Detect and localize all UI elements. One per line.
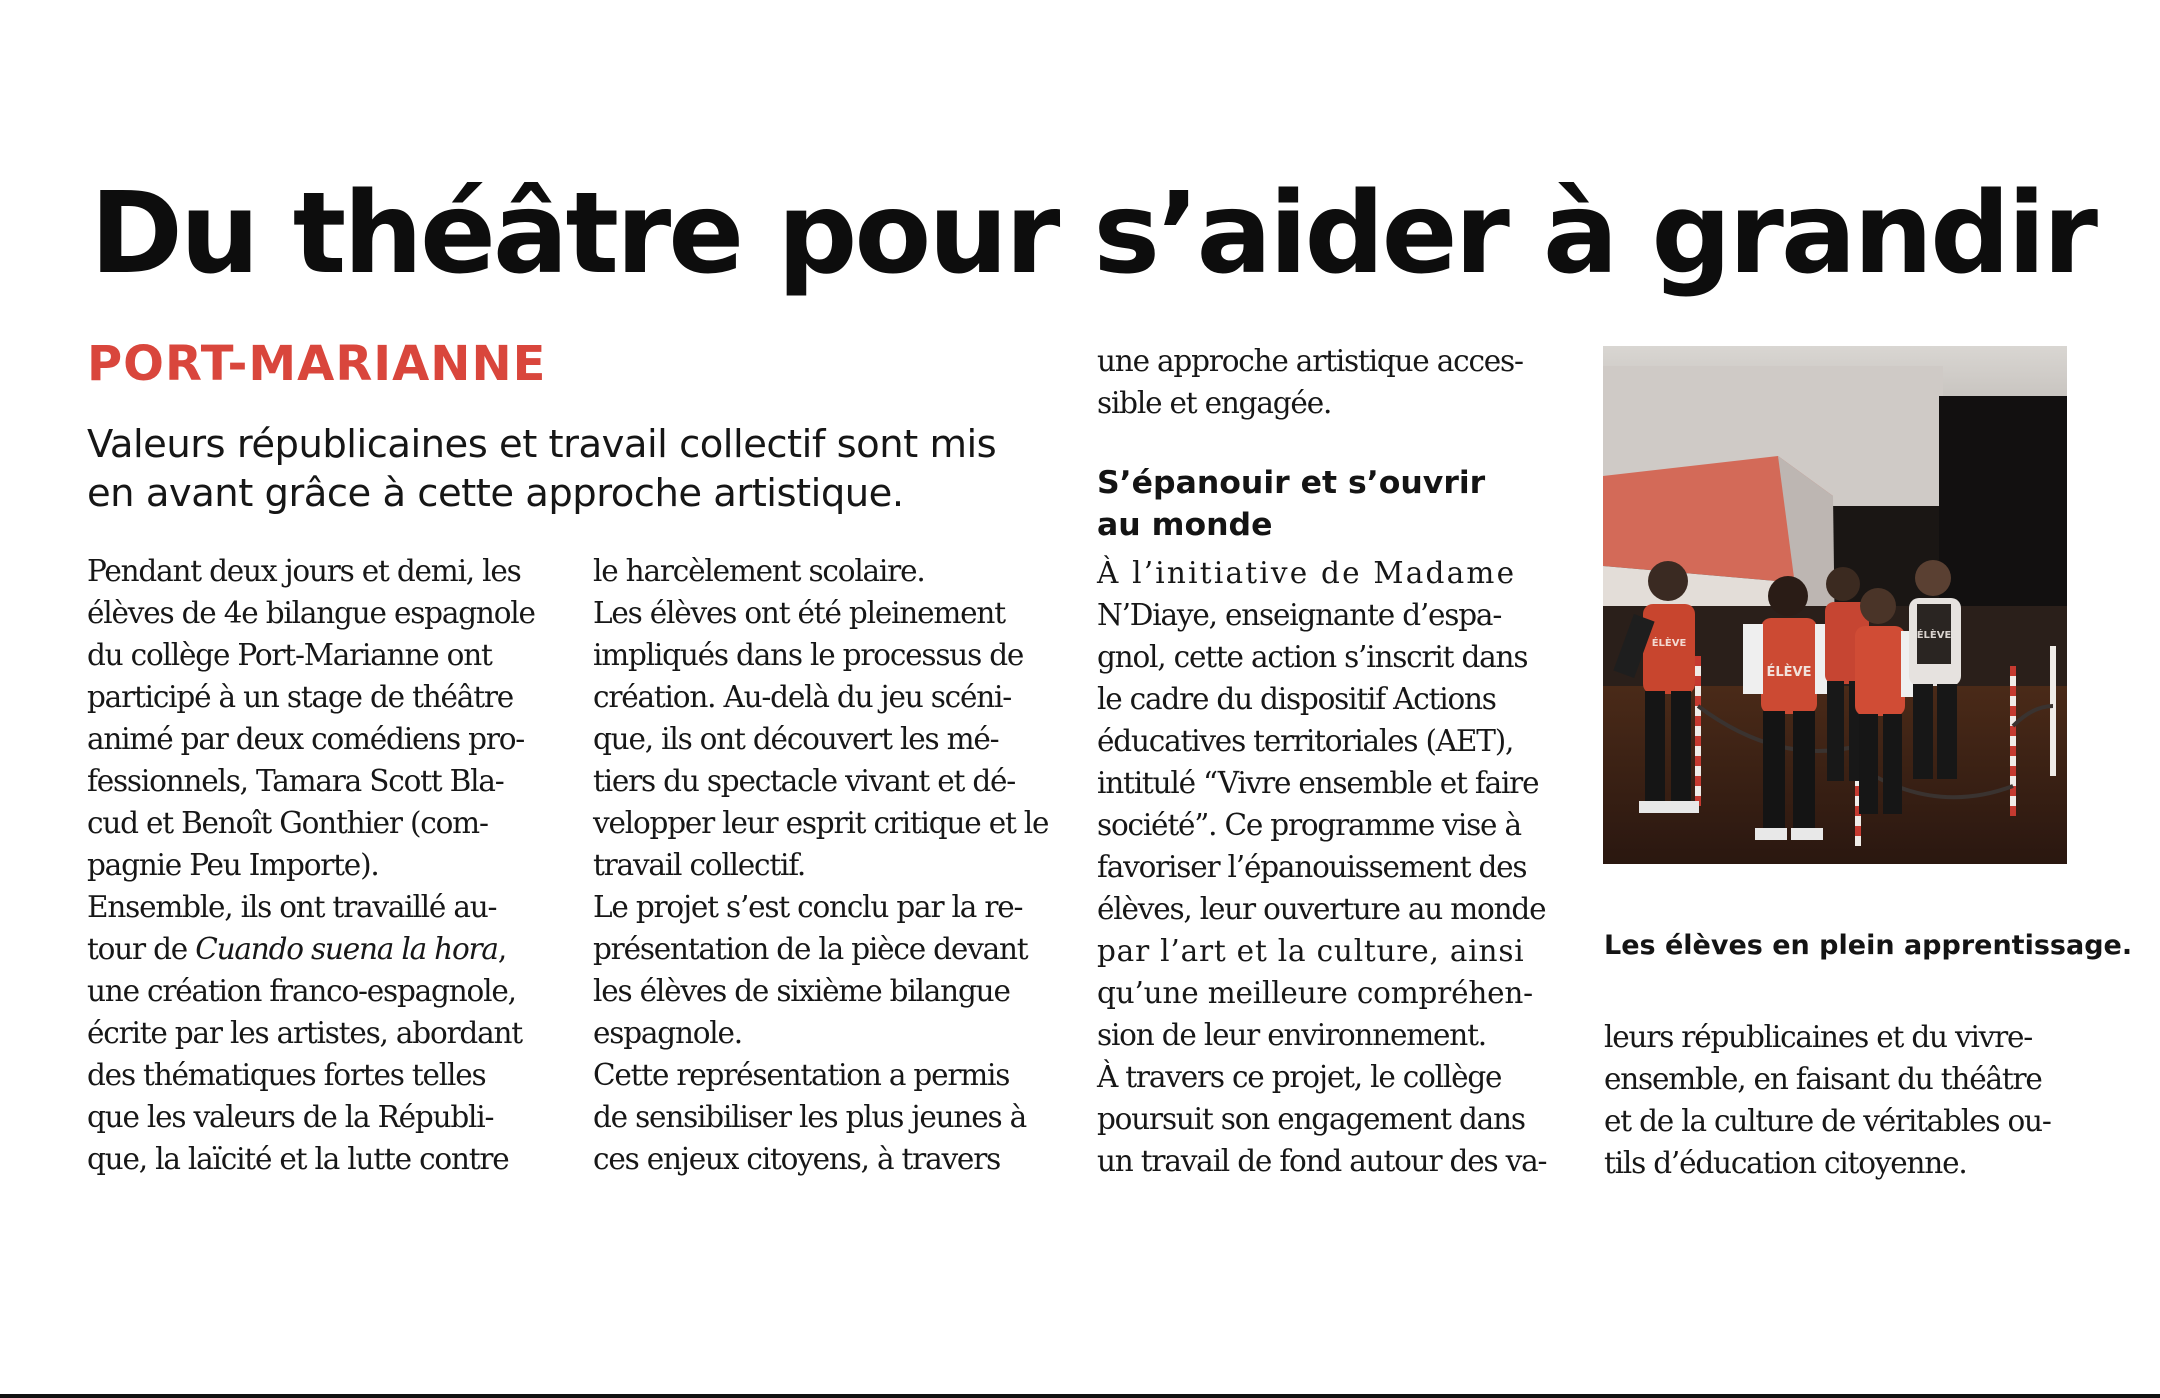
- body-line: Pendant deux jours et demi, les: [87, 554, 521, 588]
- body-line: intitulé “Vivre ensemble et faire: [1097, 766, 1539, 800]
- body-line: velopper leur esprit critique et le: [593, 806, 1049, 840]
- body-line: sion de leur environnement.: [1097, 1018, 1486, 1052]
- body-line: Cette représentation a permis: [593, 1058, 1010, 1092]
- standfirst-line: Valeurs républicaines et travail collectif sont mis: [87, 422, 997, 467]
- kicker-location: PORT-MARIANNE: [87, 336, 547, 392]
- standfirst-line: en avant grâce à cette approche artistique.: [87, 471, 904, 516]
- body-line: Les élèves ont été pleinement: [593, 596, 1005, 630]
- body-line: travail collectif.: [593, 848, 806, 882]
- body-line: favoriser l’épanouissement des: [1097, 850, 1527, 884]
- vest-label: ÉLÈVE: [1916, 630, 1952, 641]
- body-line: À travers ce projet, le collège: [1097, 1060, 1502, 1094]
- body-line: tils d’éducation citoyenne.: [1604, 1146, 1967, 1180]
- body-line: le cadre du dispositif Actions: [1097, 682, 1496, 716]
- body-line: animé par deux comédiens pro-: [87, 722, 525, 756]
- body-line: Le projet s’est conclu par la re-: [593, 890, 1023, 924]
- body-line: une approche artistique acces-: [1097, 344, 1523, 378]
- headline: Du théâtre pour s’aider à grandir: [90, 169, 2095, 299]
- article-photo: [1603, 346, 2067, 864]
- body-line: de sensibiliser les plus jeunes à: [593, 1100, 1026, 1134]
- subheading-line: S’épanouir et s’ouvrir: [1097, 465, 1486, 501]
- body-line: des thématiques fortes telles: [87, 1058, 486, 1092]
- body-line: écrite par les artistes, abordant: [87, 1016, 522, 1050]
- body-line: élèves de 4e bilangue espagnole: [87, 596, 535, 630]
- photo-illustration: [1603, 346, 2067, 864]
- body-line: fessionnels, Tamara Scott Bla-: [87, 764, 504, 798]
- photo-caption: Les élèves en plein apprentissage.: [1604, 930, 2133, 961]
- body-line: et de la culture de véritables ou-: [1604, 1104, 2051, 1138]
- body-line: ces enjeux citoyens, à travers: [593, 1142, 1001, 1176]
- bottom-border: [0, 1394, 2160, 1398]
- body-line: participé à un stage de théâtre: [87, 680, 514, 714]
- body-line: société”. Ce programme vise à: [1097, 808, 1521, 842]
- body-line: À l’initiative de Madame: [1097, 556, 1517, 590]
- body-line: que les valeurs de la Républi-: [87, 1100, 494, 1134]
- body-line: espagnole.: [593, 1016, 742, 1050]
- body-text: ,: [497, 932, 506, 966]
- vest-label: ÉLÈVE: [1766, 665, 1812, 680]
- body-column-3-top: [1097, 340, 1523, 424]
- vest-label: ÉLÈVE: [1651, 638, 1687, 649]
- body-line: leurs républicaines et du vivre-: [1604, 1020, 2033, 1054]
- body-line: sible et engagée.: [1097, 386, 1332, 420]
- body-line: présentation de la pièce devant: [593, 932, 1028, 966]
- body-line: cud et Benoît Gonthier (com-: [87, 806, 488, 840]
- body-text: tour de: [87, 932, 196, 966]
- standfirst: [87, 420, 1087, 518]
- body-line: que, ils ont découvert les mé-: [593, 722, 999, 756]
- body-line: impliqués dans le processus de: [593, 638, 1024, 672]
- body-column-4: [1604, 1016, 2051, 1184]
- body-line: le harcèlement scolaire.: [593, 554, 925, 588]
- body-line: pagnie Peu Importe).: [87, 848, 379, 882]
- body-line: Ensemble, ils ont travaillé au-: [87, 890, 497, 924]
- body-line: élèves, leur ouverture au monde: [1097, 892, 1546, 926]
- body-line: par l’art et la culture, ainsi: [1097, 934, 1525, 968]
- body-line: ensemble, en faisant du théâtre: [1604, 1062, 2042, 1096]
- body-line: gnol, cette action s’inscrit dans: [1097, 640, 1528, 674]
- body-column-1: [87, 550, 535, 1180]
- body-column-2: [593, 550, 1048, 1180]
- body-line: un travail de fond autour des va-: [1097, 1144, 1547, 1178]
- body-line: que, la laïcité et la lutte contre: [87, 1142, 509, 1176]
- body-column-3: [1097, 552, 1546, 1182]
- play-title: Cuando suena la hora: [195, 932, 498, 966]
- body-line: éducatives territoriales (AET),: [1097, 724, 1514, 758]
- body-line: tiers du spectacle vivant et dé-: [593, 764, 1016, 798]
- body-line: une création franco-espagnole,: [87, 974, 516, 1008]
- body-line: qu’une meilleure compréhen-: [1097, 976, 1533, 1010]
- subheading-line: au monde: [1097, 507, 1273, 543]
- body-line: du collège Port-Marianne ont: [87, 638, 492, 672]
- body-line: création. Au-delà du jeu scéni-: [593, 680, 1012, 714]
- subheading: [1097, 462, 1485, 546]
- body-line: les élèves de sixième bilangue: [593, 974, 1010, 1008]
- body-line: N’Diaye, enseignante d’espa-: [1097, 598, 1502, 632]
- body-line: poursuit son engagement dans: [1097, 1102, 1525, 1136]
- body-line: [87, 928, 535, 970]
